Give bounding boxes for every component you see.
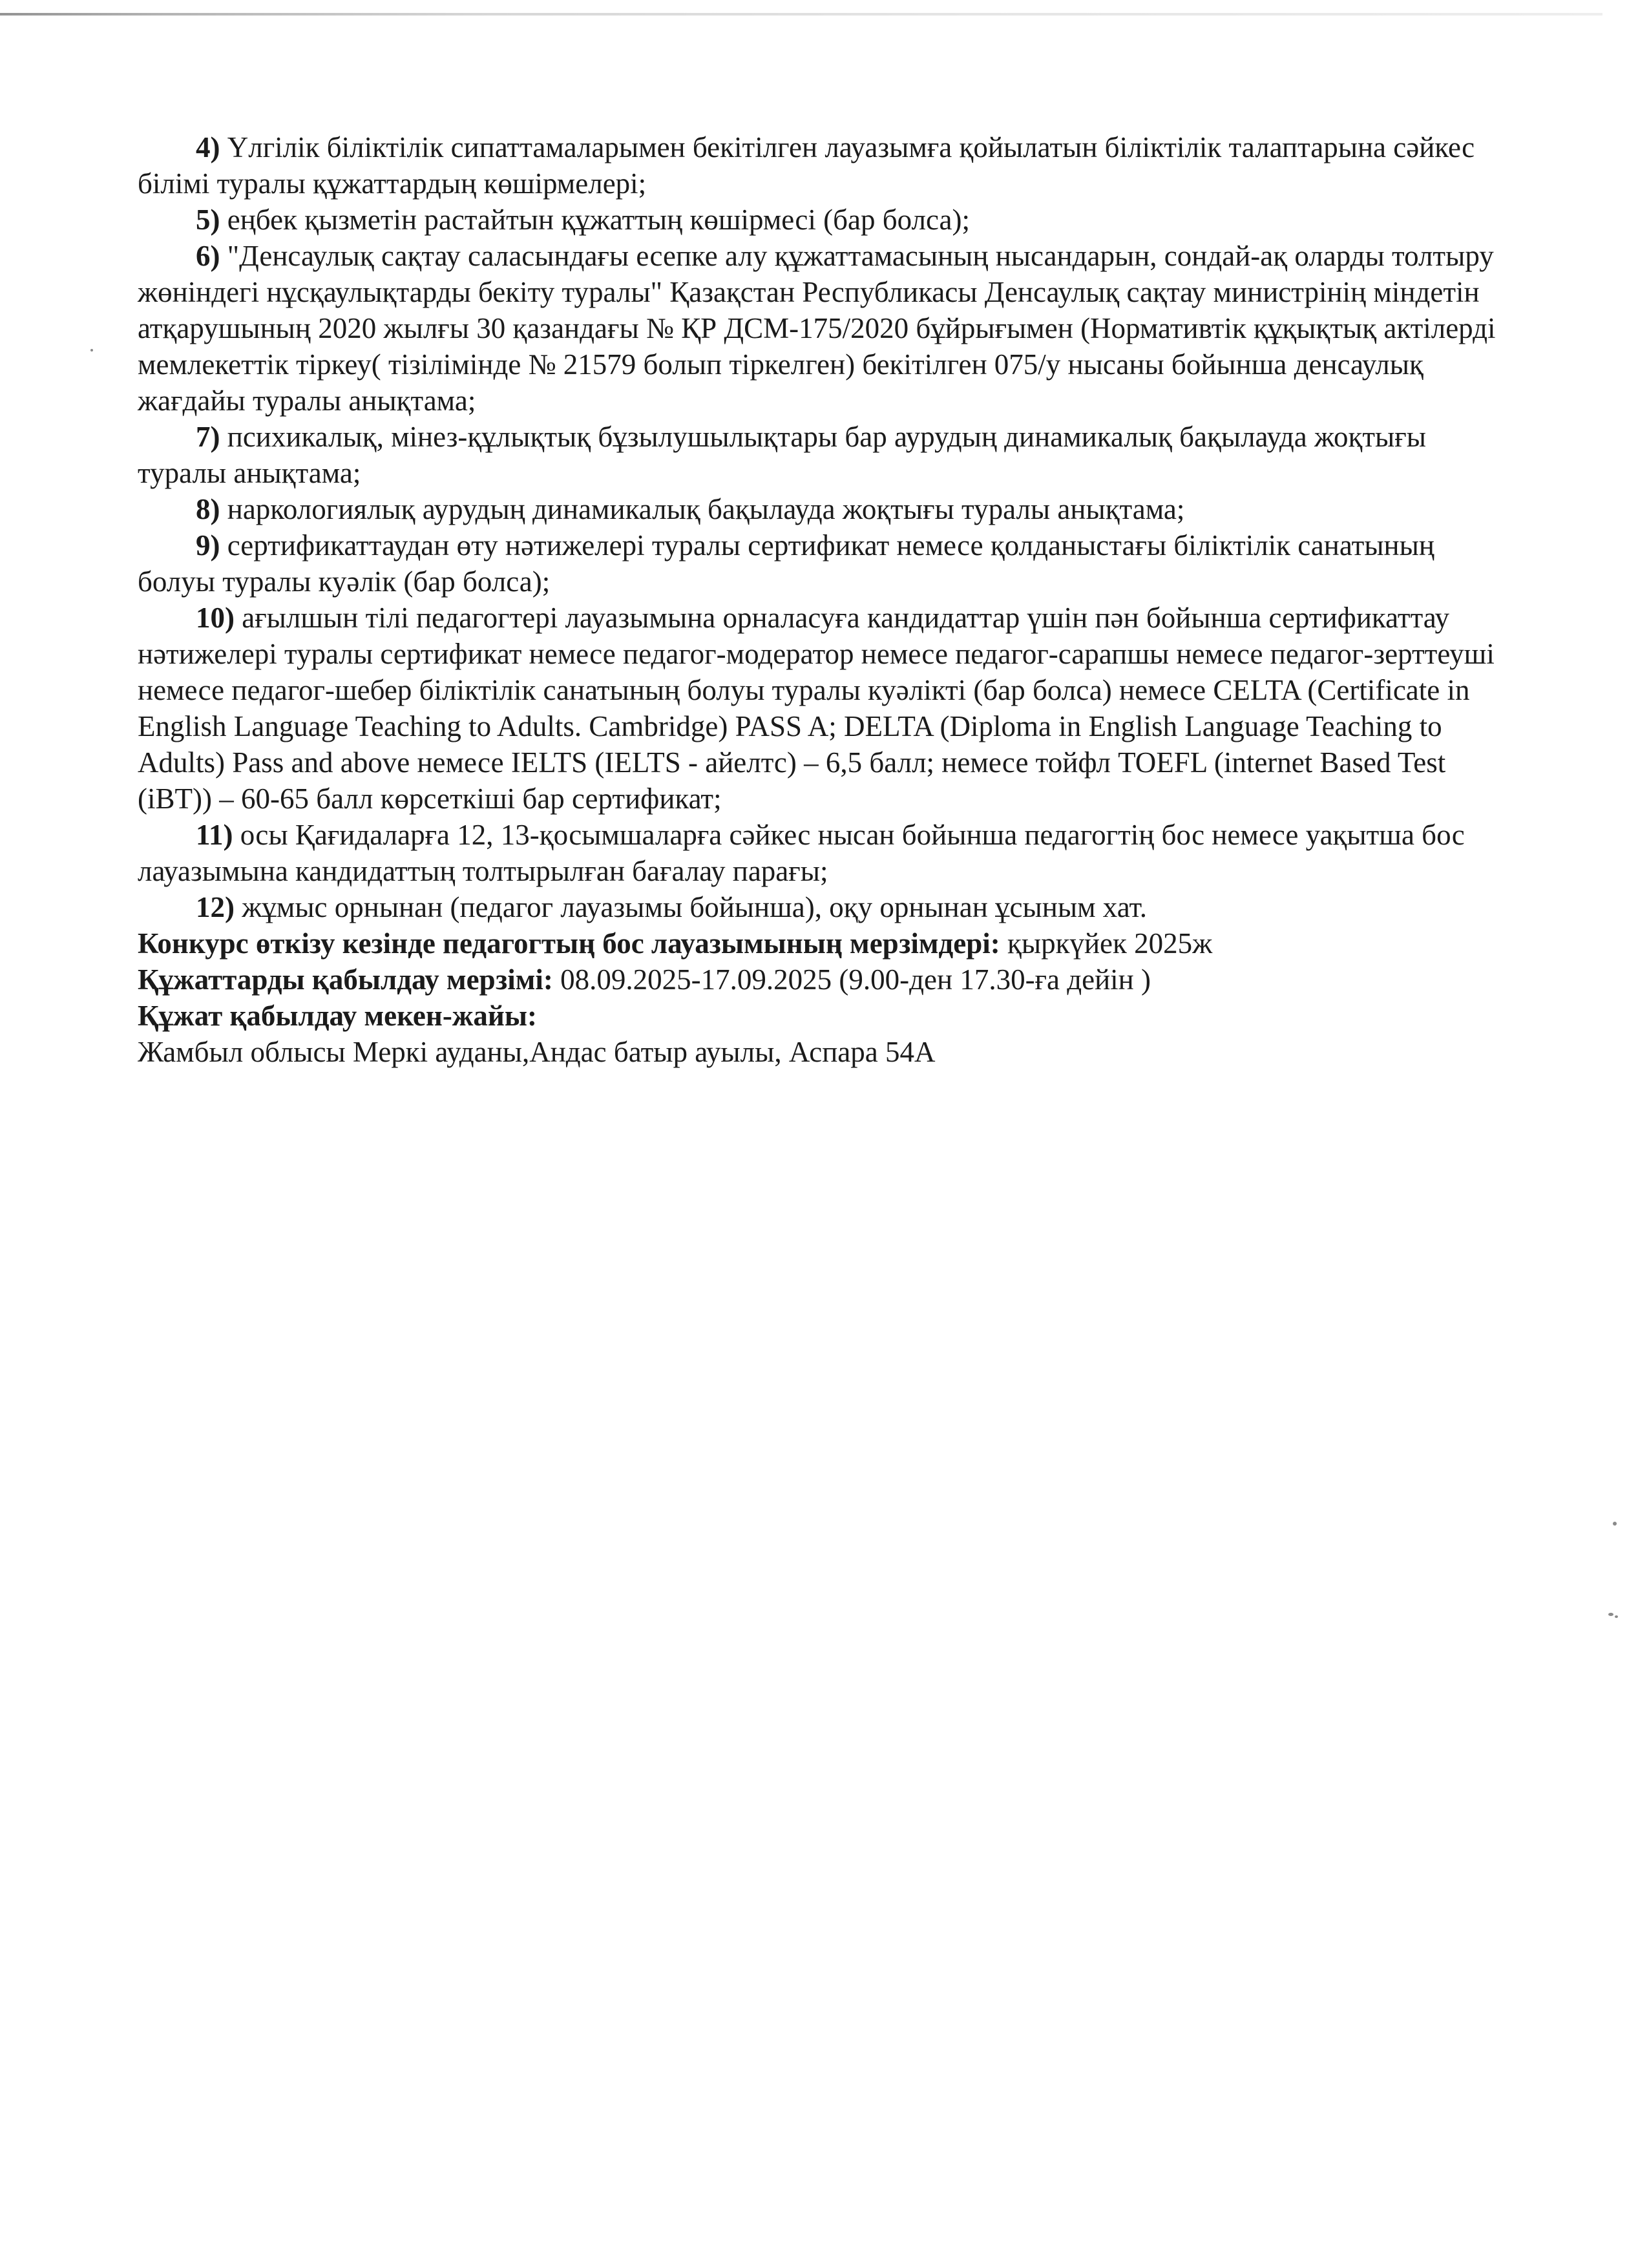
list-item [138,817,1507,889]
scan-speck [90,349,93,352]
address-label: Құжат қабылдау мекен-жайы: [138,1000,537,1032]
item-number: 10) [196,602,235,634]
list-item [138,419,1507,491]
acceptance-period-value: 08.09.2025-17.09.2025 (9.00-ден 17.30-ға дейін ) [552,963,1151,996]
list-item [138,600,1507,817]
item-text: "Денсаулық сақтау саласындағы есепке алу құжаттамасының нысандарын, сондай-ақ оларды толтыру жөніндегі нұсқаулықтарды бекіту туралы" Қазақстан Республикасы Денсаулық сақтау министрінің міндетін атқарушының 2020 жылғы 30 қазандағы № ҚР ДСМ-175/2020 бұйрығымен (Нормативтік құқықтық актілерді мемлекеттік тіркеу( тізілімінде № 21579 болып тіркелген) бекітілген 075/у нысаны бойынша денсаулық жағдайы туралы анықтама; [138,240,1496,417]
item-text: жұмыс орнынан (педагог лауазымы бойынша), оқу орнынан ұсыным хат. [242,891,1148,923]
competition-period-label: Конкурс өткізу кезінде педагогтың бос лауазымының мерзімдері: [138,927,1000,960]
list-item [138,527,1507,600]
item-text: психикалық, мінез-құлықтық бұзылушылықтары бар аурудың динамикалық бақылауда жоқтығы туралы анықтама; [138,421,1426,489]
item-number: 4) [196,131,220,163]
acceptance-period-label: Құжаттарды қабылдау мерзімі: [138,963,553,996]
item-number: 5) [196,204,220,236]
list-item [138,238,1507,419]
item-number: 8) [196,493,220,525]
item-number: 11) [196,819,233,851]
address-value-line [138,1034,1507,1070]
item-text: наркологиялық аурудың динамикалық бақылауда жоқтығы туралы анықтама; [227,493,1185,525]
competition-period-value: қыркүйек 2025ж [1000,927,1213,960]
list-item [138,889,1507,925]
item-number: 7) [196,421,220,453]
item-number: 6) [196,240,220,272]
address-value: Жамбыл облысы Меркі ауданы,Андас батыр ауылы, Аспара 54А [138,1036,936,1068]
list-item [138,202,1507,238]
item-text: еңбек қызметін растайтын құжаттың көшірмесі (бар болса); [227,204,970,236]
acceptance-period [138,961,1507,998]
scan-speck [1608,1613,1613,1616]
item-number: 12) [196,891,235,923]
list-item [138,129,1507,202]
competition-period [138,925,1507,961]
scan-speck [1613,1522,1617,1526]
item-text: осы Қағидаларға 12, 13-қосымшаларға сәйкес нысан бойынша педагогтің бос немесе уақытша бос лауазымына кандидаттың толтырылған бағалау парағы; [138,819,1465,887]
scan-speck [1615,1615,1618,1618]
document-body [138,129,1507,1070]
item-text: сертификаттаудан өту нәтижелері туралы сертификат немесе қолданыстағы біліктілік санатының болуы туралы куәлік (бар болса); [138,529,1434,598]
item-number: 9) [196,529,220,562]
address-label-line [138,998,1507,1034]
item-text: Үлгілік біліктілік сипаттамаларымен бекітілген лауазымға қойылатын біліктілік талаптарына сәйкес білімі туралы құжаттардың көшірмелері; [138,131,1475,200]
list-item [138,491,1507,527]
scan-edge-line [0,13,1602,16]
item-text: ағылшын тілі педагогтері лауазымына орналасуға кандидаттар үшін пән бойынша сертификаттау нәтижелері туралы сертификат немесе педагог-модератор немесе педагог-сарапшы немесе педагог-зерттеуші немесе педагог-шебер біліктілік санатының болуы туралы куәлікті (бар болса) немесе CELTA (Certificate in English Language Teaching to Adults. Cambridge) PASS A; DELTA (Diploma in English Language Teaching to Adults) Pass and above немесе IELTS (IELTS - айелтс) – 6,5 балл; немесе тойфл TOEFL (internet Based Test (iBT)) – 60-65 балл көрсеткіші бар сертификат; [138,602,1495,815]
